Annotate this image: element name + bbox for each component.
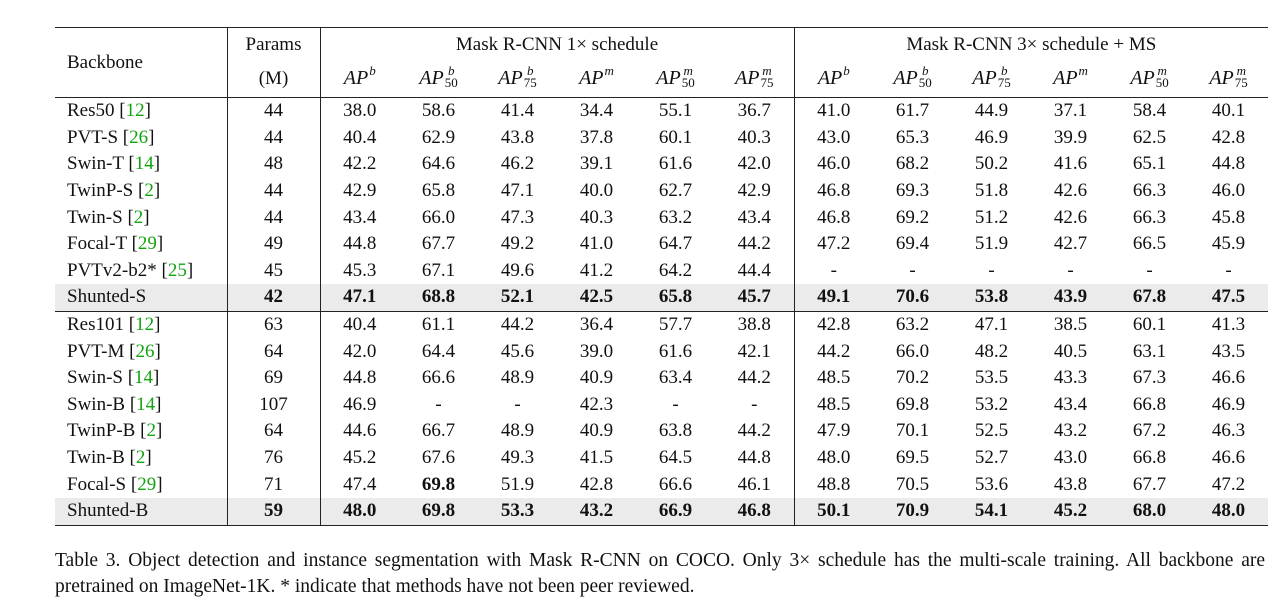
metric-cell: 65.8 (421, 180, 456, 202)
metric-cell: 66.9 (636, 498, 715, 525)
metric-cell: 46.2 (500, 153, 535, 175)
group-header-3x: Mask R-CNN 3× schedule + MS (794, 28, 1268, 62)
metric-cell: 61.7 (895, 100, 930, 122)
metric-cell: 62.7 (658, 180, 693, 202)
results-table (55, 27, 1268, 526)
metric-cell: 46.0 (817, 153, 851, 175)
metric-cell: 66.7 (421, 420, 456, 442)
table-row (55, 98, 1268, 125)
table-row (55, 178, 1268, 205)
metric-header: AP b 50 (399, 61, 478, 98)
citation-link[interactable]: 14 (134, 367, 154, 389)
metric-cell: 70.1 (895, 420, 930, 442)
metric-cell: - (1067, 259, 1074, 281)
metric-cell: 45.6 (500, 340, 535, 362)
params-cell: 44 (227, 98, 320, 125)
metric-cell: 66.3 (1132, 206, 1167, 228)
backbone-name: Shunted-S (55, 284, 227, 311)
metric-cell: 38.8 (715, 311, 794, 338)
params-cell: 44 (227, 125, 320, 152)
metric-cell: 42.2 (343, 153, 377, 175)
metric-cell: 45.3 (343, 259, 377, 281)
metric-cell: 47.1 (500, 180, 535, 202)
metric-cell: 69.8 (421, 473, 456, 495)
table-row (55, 338, 1268, 365)
metric-cell: 69.8 (895, 393, 930, 415)
metric-cell: 43.0 (817, 126, 851, 148)
metric-cell: 44.8 (715, 445, 794, 472)
metric-cell: 57.7 (636, 311, 715, 338)
metric-cell: 48.8 (817, 473, 851, 495)
metric-cell: 60.1 (1110, 311, 1189, 338)
metric-cell: 42.8 (579, 473, 614, 495)
metric-cell: 43.2 (1053, 420, 1088, 442)
metric-cell: 43.3 (1053, 367, 1088, 389)
metric-cell: 44.8 (343, 233, 377, 255)
metric-cell: 38.0 (343, 100, 377, 122)
metric-cell: 38.5 (1031, 311, 1110, 338)
metric-cell: 42.8 (794, 311, 873, 338)
metric-cell: 48.5 (817, 393, 851, 415)
metric-cell: 67.6 (421, 447, 456, 469)
metric-cell: 36.7 (715, 98, 794, 125)
metric-cell: 44.2 (715, 365, 794, 392)
metric-header: AP b 75 (952, 61, 1031, 98)
metric-cell: 66.0 (421, 206, 456, 228)
metric-cell: 46.0 (1211, 180, 1246, 202)
metric-cell: 49.2 (500, 233, 535, 255)
metric-cell: 36.4 (557, 311, 636, 338)
metric-cell: 46.8 (715, 498, 794, 525)
citation-link[interactable]: 2 (135, 447, 146, 469)
metric-cell: 58.4 (1132, 100, 1167, 122)
table-row (55, 365, 1268, 392)
metric-cell: 55.1 (658, 100, 693, 122)
table-row (55, 311, 1268, 338)
metric-cell: 52.1 (478, 284, 557, 311)
metric-cell: 43.5 (1211, 340, 1246, 362)
metric-cell: 61.6 (658, 340, 693, 362)
citation-link[interactable]: 12 (135, 314, 155, 336)
params-header-line1: Params (227, 28, 320, 62)
metric-cell: 46.6 (1211, 367, 1246, 389)
metric-cell: 69.8 (399, 498, 478, 525)
metric-cell: 62.5 (1132, 126, 1167, 148)
metric-cell: 69.5 (895, 447, 930, 469)
metric-cell: 43.2 (557, 498, 636, 525)
backbone-name: TwinP-B [2] (55, 418, 227, 445)
metric-cell: 67.2 (1132, 420, 1167, 442)
metric-cell: 69.2 (895, 206, 930, 228)
metric-cell: 46.1 (715, 471, 794, 498)
params-cell: 71 (227, 471, 320, 498)
metric-header: AP m 50 (1110, 61, 1189, 98)
metric-cell: 69.3 (895, 180, 930, 202)
metric-cell: 40.5 (1053, 340, 1088, 362)
metric-cell: 51.9 (974, 233, 1009, 255)
backbone-name: Res50 [12] (55, 98, 227, 125)
metric-cell: 65.1 (1132, 153, 1167, 175)
metric-cell: - (830, 259, 837, 281)
metric-cell: 43.4 (1053, 393, 1088, 415)
backbone-name: Swin-S [14] (55, 365, 227, 392)
metric-cell: 63.1 (1132, 340, 1167, 362)
metric-cell: 42.7 (1053, 233, 1088, 255)
metric-cell: 47.2 (1211, 473, 1246, 495)
metric-cell: 40.3 (715, 125, 794, 152)
params-cell: 42 (227, 284, 320, 311)
metric-cell: 66.8 (1132, 393, 1167, 415)
metric-cell: 70.2 (895, 367, 930, 389)
citation-link[interactable]: 2 (133, 206, 144, 228)
params-cell: 44 (227, 204, 320, 231)
metric-cell: 58.6 (421, 100, 456, 122)
metric-cell: - (909, 259, 916, 281)
citation-link[interactable]: 26 (129, 126, 149, 148)
backbone-name: Swin-T [14] (55, 151, 227, 178)
metric-cell: 43.4 (343, 206, 377, 228)
backbone-name: Shunted-B (55, 498, 227, 525)
metric-header: AP b 50 (873, 61, 952, 98)
metric-cell: 39.0 (579, 340, 614, 362)
metric-cell: 67.3 (1132, 367, 1167, 389)
metric-cell: 39.1 (579, 153, 614, 175)
metric-cell: 41.0 (579, 233, 614, 255)
citation-link[interactable]: 26 (135, 340, 155, 362)
citation-link[interactable]: 29 (137, 233, 157, 255)
metric-header: AP m (1031, 61, 1110, 98)
metric-cell: 47.5 (1189, 284, 1268, 311)
citation-link[interactable]: 14 (134, 153, 154, 175)
metric-cell: 44.9 (974, 100, 1009, 122)
params-cell: 107 (227, 392, 320, 419)
metric-cell: 47.3 (500, 206, 535, 228)
citation-link[interactable]: 2 (144, 180, 154, 202)
metric-cell: 67.7 (421, 233, 456, 255)
metric-cell: 42.0 (343, 340, 377, 362)
metric-cell: 67.1 (421, 259, 456, 281)
metric-header: AP b (320, 61, 399, 98)
metric-cell: 37.1 (1053, 100, 1088, 122)
metric-cell: 61.6 (658, 153, 693, 175)
metric-cell: 44.2 (715, 418, 794, 445)
params-cell: 49 (227, 231, 320, 258)
metric-cell: - (715, 392, 794, 419)
metric-cell: 48.9 (500, 367, 535, 389)
metric-header: AP m 75 (715, 61, 794, 98)
metric-cell: 42.6 (1053, 180, 1088, 202)
metric-cell: 51.9 (500, 473, 535, 495)
metric-cell: 67.7 (1132, 473, 1167, 495)
table-row (55, 151, 1268, 178)
metric-cell: 66.8 (1132, 447, 1167, 469)
backbone-name: Swin-B [14] (55, 392, 227, 419)
metric-cell: 47.9 (817, 420, 851, 442)
metric-cell: 48.0 (1189, 498, 1268, 525)
params-cell: 48 (227, 151, 320, 178)
params-cell: 64 (227, 418, 320, 445)
metric-cell: 48.9 (500, 420, 535, 442)
table-row (55, 471, 1268, 498)
metric-cell: 48.0 (320, 498, 399, 525)
metric-cell: 43.4 (715, 204, 794, 231)
metric-cell: 42.5 (557, 284, 636, 311)
metric-cell: 53.6 (974, 473, 1009, 495)
table-row (55, 284, 1268, 311)
metric-cell: 63.8 (658, 420, 693, 442)
backbone-name: TwinP-S [2] (55, 178, 227, 205)
table-row (55, 204, 1268, 231)
metric-cell: 44.2 (715, 231, 794, 258)
metric-header: AP b (794, 61, 873, 98)
metric-cell: 44.6 (343, 420, 377, 442)
metric-cell: 65.8 (636, 284, 715, 311)
table-row (55, 418, 1268, 445)
metric-cell: 62.9 (421, 126, 456, 148)
table-row (55, 125, 1268, 152)
metric-cell: 64.5 (658, 447, 693, 469)
metric-cell: 42.6 (1053, 206, 1088, 228)
metric-cell: 49.3 (500, 447, 535, 469)
backbone-name: Twin-B [2] (55, 445, 227, 472)
metric-cell: 46.9 (1211, 393, 1246, 415)
citation-link[interactable]: 2 (146, 420, 156, 442)
metric-cell: 66.0 (895, 340, 930, 362)
metric-cell: 68.0 (1110, 498, 1189, 525)
metric-cell: 40.4 (343, 126, 377, 148)
metric-cell: 39.9 (1053, 126, 1088, 148)
metric-cell: 64.7 (658, 233, 693, 255)
metric-cell: 63.2 (658, 206, 693, 228)
params-cell: 63 (227, 311, 320, 338)
group-header-1x: Mask R-CNN 1× schedule (320, 28, 794, 62)
metric-cell: 47.1 (320, 284, 399, 311)
citation-link[interactable]: 25 (167, 259, 187, 281)
metric-cell: 40.3 (579, 206, 614, 228)
table-caption: Table 3. Object detection and instance segmentation with Mask R-CNN on COCO. Only 3× schedule has the multi-scale training. All backbone are pretrained on ImageNet-1K. * indicate that methods have not been peer reviewed. (55, 550, 1265, 597)
metric-cell: 41.6 (1053, 153, 1088, 175)
metric-header: AP m 75 (1189, 61, 1268, 98)
metric-cell: 48.0 (817, 447, 851, 469)
metric-cell: 48.5 (817, 367, 851, 389)
metric-cell: 53.3 (478, 498, 557, 525)
metric-cell: 44.2 (817, 340, 851, 362)
metric-cell: 43.8 (1053, 473, 1088, 495)
metric-cell: 42.9 (715, 178, 794, 205)
metric-cell: 47.4 (343, 473, 377, 495)
metric-cell: 70.6 (873, 284, 952, 311)
metric-cell: 45.7 (715, 284, 794, 311)
metric-cell: - (988, 259, 995, 281)
metric-cell: 66.5 (1132, 233, 1167, 255)
params-cell: 44 (227, 178, 320, 205)
metric-cell: 51.8 (974, 180, 1009, 202)
metric-cell: 51.2 (974, 206, 1009, 228)
table-row (55, 498, 1268, 525)
metric-cell: 40.4 (320, 311, 399, 338)
metric-cell: 40.9 (579, 367, 614, 389)
backbone-name: Res101 [12] (55, 311, 227, 338)
metric-cell: 53.5 (974, 367, 1009, 389)
metric-cell: 43.9 (1031, 284, 1110, 311)
metric-header: AP m 50 (636, 61, 715, 98)
metric-cell: 66.3 (1132, 180, 1167, 202)
table-row (55, 392, 1268, 419)
metric-cell: 45.2 (1031, 498, 1110, 525)
metric-header: AP b 75 (478, 61, 557, 98)
metric-cell: 60.1 (658, 126, 693, 148)
metric-cell: 44.2 (478, 311, 557, 338)
table-row (55, 258, 1268, 285)
metric-header: AP m (557, 61, 636, 98)
metric-cell: 68.2 (895, 153, 930, 175)
metric-cell: 53.8 (952, 284, 1031, 311)
metric-cell: 53.2 (974, 393, 1009, 415)
citation-link[interactable]: 29 (137, 473, 157, 495)
backbone-header: Backbone (55, 28, 227, 98)
metric-cell: 50.2 (974, 153, 1009, 175)
metric-cell: 52.7 (974, 447, 1009, 469)
backbone-name: PVT-S [26] (55, 125, 227, 152)
results-table-container (55, 27, 1262, 526)
metric-cell: 64.4 (421, 340, 456, 362)
params-cell: 64 (227, 338, 320, 365)
metric-cell: 47.2 (817, 233, 851, 255)
metric-cell: 44.8 (1211, 153, 1246, 175)
metric-cell: 46.9 (974, 126, 1009, 148)
metric-cell: 49.6 (500, 259, 535, 281)
metric-cell: 37.8 (579, 126, 614, 148)
metric-cell: 46.6 (1211, 447, 1246, 469)
backbone-name: Focal-T [29] (55, 231, 227, 258)
backbone-name: PVTv2-b2* [25] (55, 258, 227, 285)
metric-cell: 43.0 (1053, 447, 1088, 469)
metric-cell: 47.1 (952, 311, 1031, 338)
metric-cell: 45.2 (343, 447, 377, 469)
metric-cell: 54.1 (952, 498, 1031, 525)
params-cell: 45 (227, 258, 320, 285)
metric-cell: 41.5 (579, 447, 614, 469)
metric-cell: - (1225, 259, 1232, 281)
metric-cell: 41.0 (817, 100, 851, 122)
params-header-line2: (M) (227, 61, 320, 98)
metric-cell: - (672, 393, 679, 415)
metric-cell: 40.1 (1211, 100, 1246, 122)
metric-cell: 40.9 (579, 420, 614, 442)
metric-cell: 66.6 (658, 473, 693, 495)
metric-cell: 42.3 (579, 393, 614, 415)
backbone-name: Focal-S [29] (55, 471, 227, 498)
metric-cell: 67.8 (1110, 284, 1189, 311)
params-cell: 69 (227, 365, 320, 392)
backbone-name: PVT-M [26] (55, 338, 227, 365)
metric-cell: 70.5 (895, 473, 930, 495)
metric-cell: - (1146, 259, 1153, 281)
metric-cell: 44.8 (343, 367, 377, 389)
metric-cell: 70.9 (873, 498, 952, 525)
metric-cell: 45.8 (1211, 206, 1246, 228)
metric-cell: 42.1 (715, 338, 794, 365)
metric-cell: 46.8 (817, 180, 851, 202)
metric-cell: - (435, 393, 442, 415)
metric-cell: 46.8 (817, 206, 851, 228)
metric-cell: 61.1 (399, 311, 478, 338)
citation-link[interactable]: 12 (125, 100, 145, 122)
metric-cell: 63.2 (873, 311, 952, 338)
metric-cell: 42.9 (343, 180, 377, 202)
metric-cell: 64.2 (658, 259, 693, 281)
metric-cell: 42.0 (715, 151, 794, 178)
backbone-name: Twin-S [2] (55, 204, 227, 231)
metric-cell: 34.4 (579, 100, 614, 122)
metric-cell: 68.8 (399, 284, 478, 311)
metric-cell: 65.3 (895, 126, 930, 148)
metric-cell: 63.4 (658, 367, 693, 389)
metric-cell: 49.1 (794, 284, 873, 311)
metric-cell: 41.4 (500, 100, 535, 122)
metric-cell: 46.3 (1211, 420, 1246, 442)
citation-link[interactable]: 14 (136, 393, 156, 415)
metric-cell: 66.6 (421, 367, 456, 389)
metric-cell: 45.9 (1211, 233, 1246, 255)
metric-cell: 48.2 (974, 340, 1009, 362)
metric-cell: 40.0 (579, 180, 614, 202)
metric-cell: 41.2 (579, 259, 614, 281)
metric-cell: 64.6 (421, 153, 456, 175)
metric-cell: 44.4 (715, 258, 794, 285)
params-cell: 76 (227, 445, 320, 472)
metric-cell: 43.8 (500, 126, 535, 148)
table-row (55, 445, 1268, 472)
metric-cell: 52.5 (974, 420, 1009, 442)
metric-cell: 50.1 (794, 498, 873, 525)
metric-cell: 41.3 (1189, 311, 1268, 338)
metric-cell: 69.4 (895, 233, 930, 255)
metric-cell: 42.8 (1211, 126, 1246, 148)
metric-cell: 46.9 (343, 393, 377, 415)
table-row (55, 231, 1268, 258)
metric-cell: - (514, 393, 521, 415)
params-cell: 59 (227, 498, 320, 525)
